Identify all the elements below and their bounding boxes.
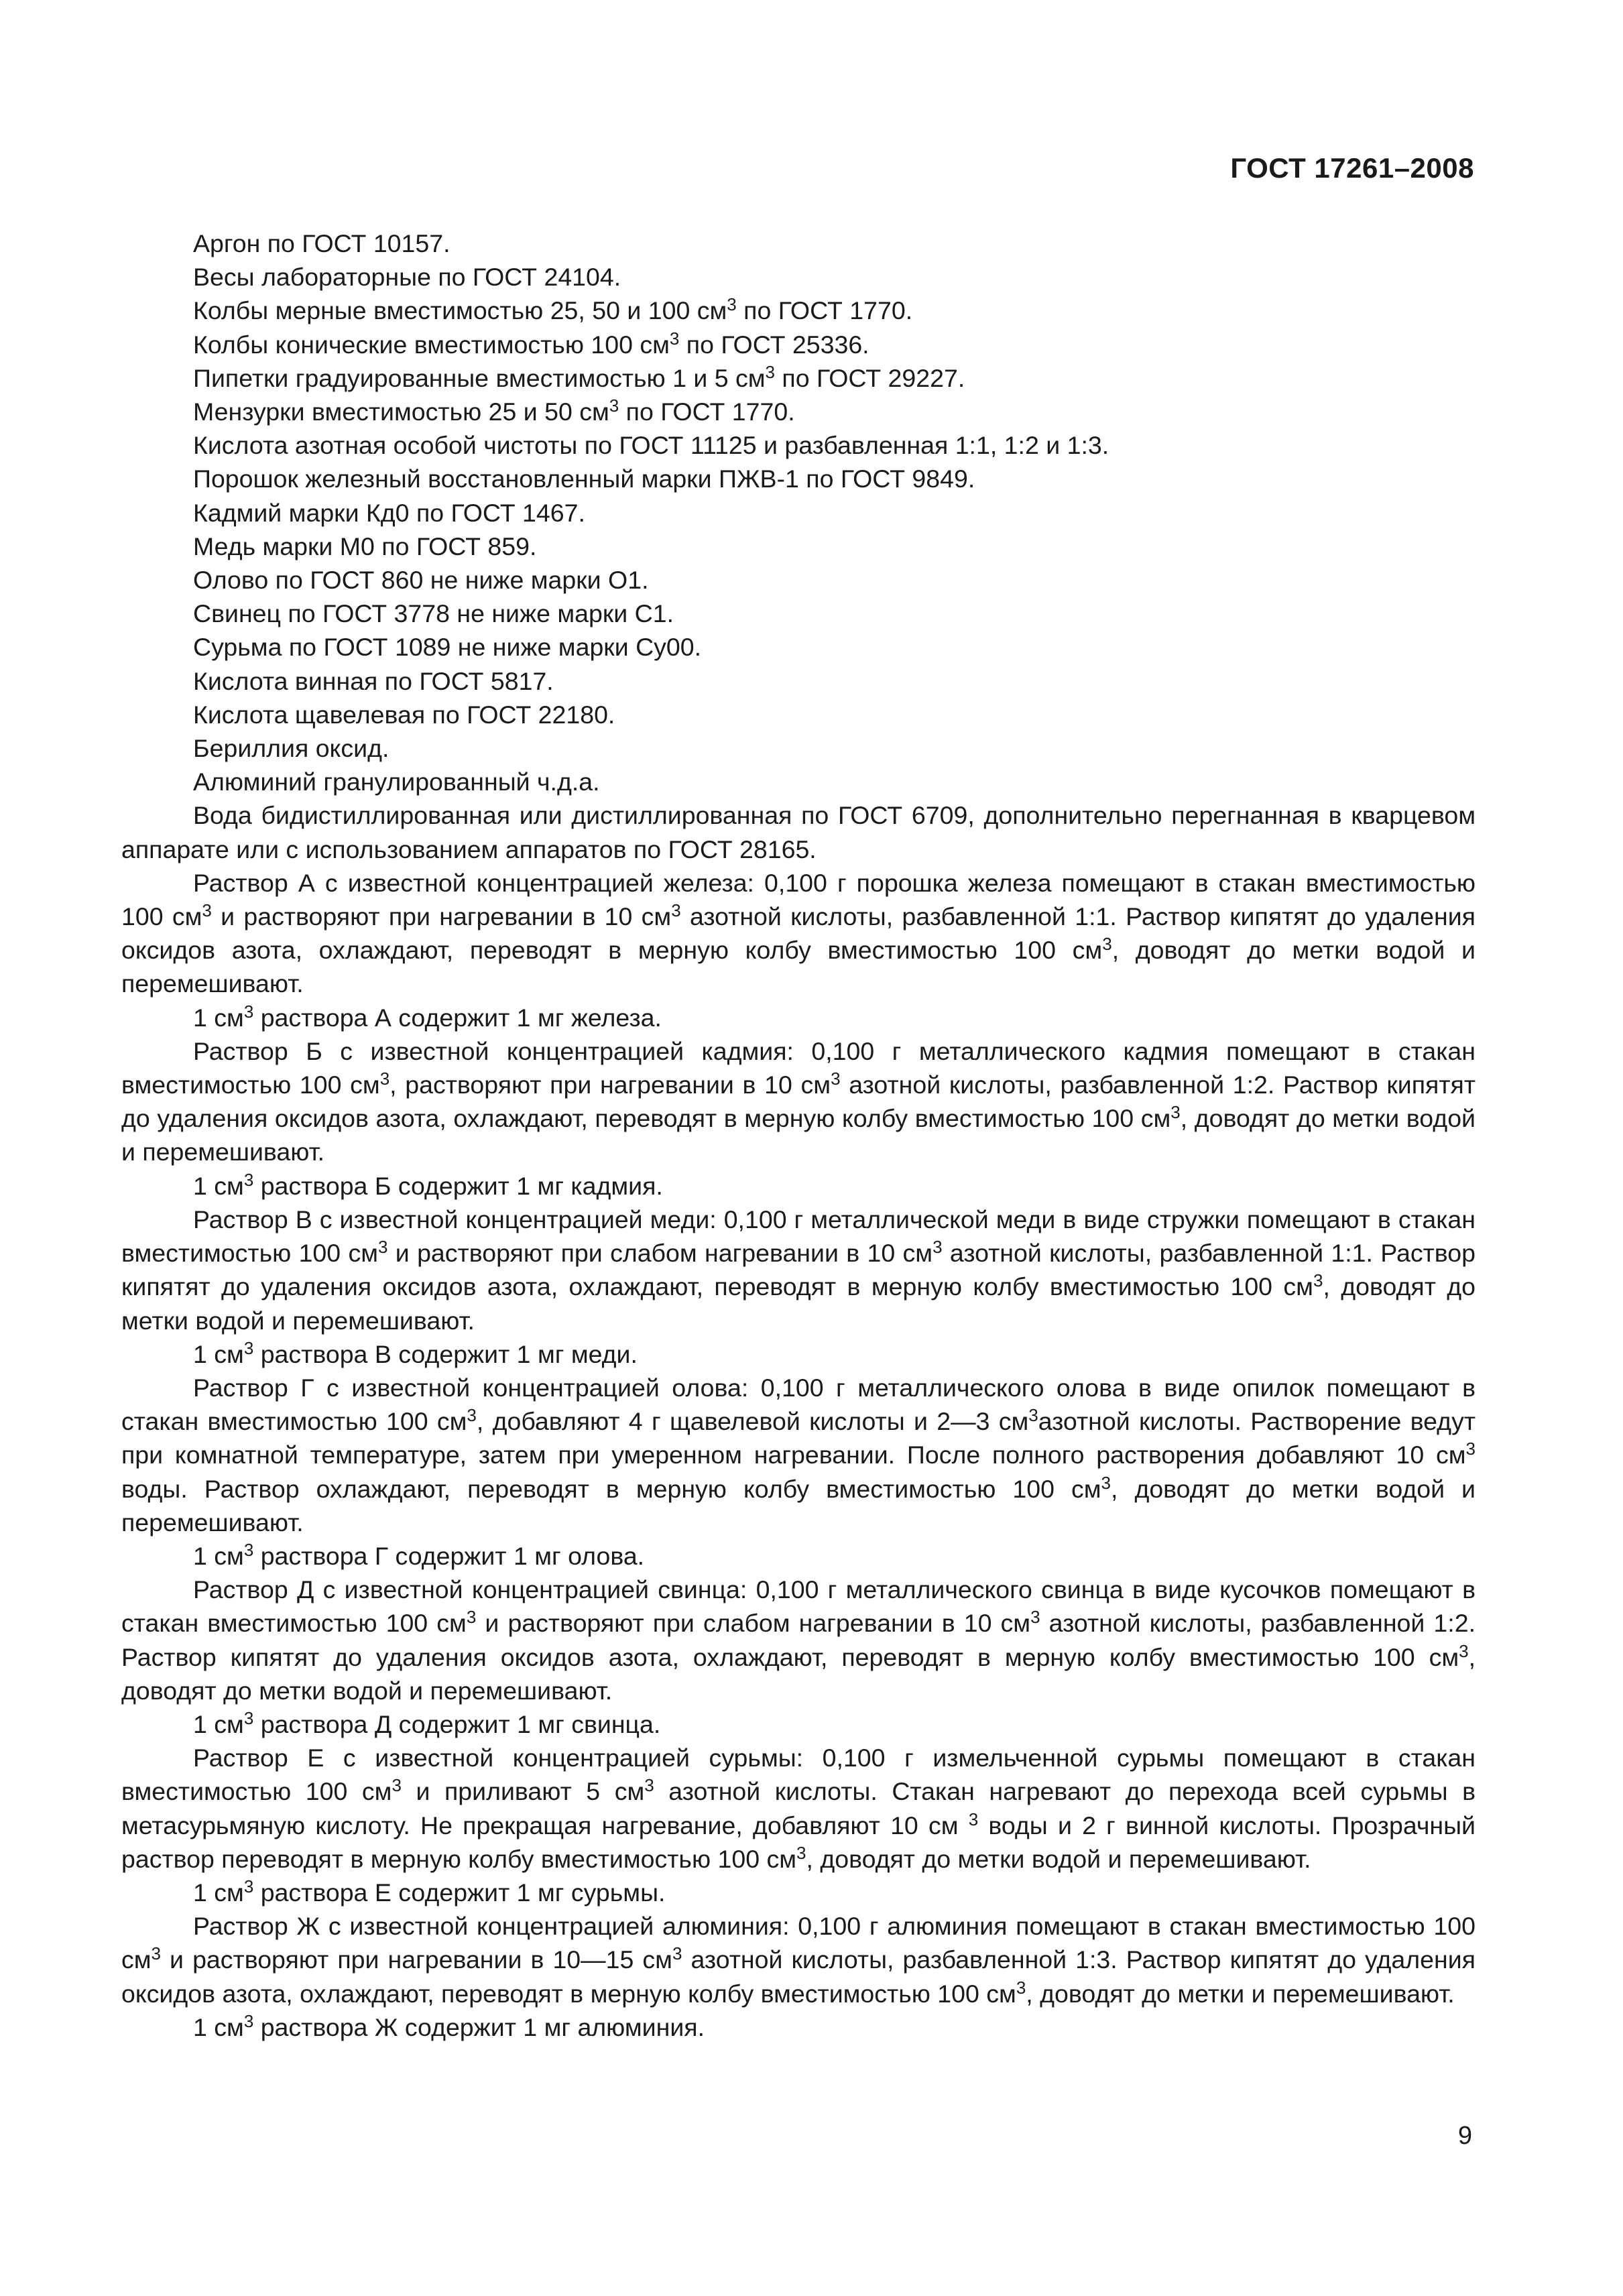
reagent-list-item: Кадмий марки Кд0 по ГОСТ 1467. [193,498,585,527]
document-body [121,227,1476,2044]
reagent-list-item: Кислота щавелевая по ГОСТ 22180. [193,700,615,729]
procedure-paragraph: Раствор В с известной концентрацией меди: 0,100 г металлической меди в виде стружки помещают в стакан вместимостью 100 $см^3$ и растворяют при слабом нагревании в 10 $см^3$ азотной кислоты, разбавленной 1:1. Раствор кипятят до удаления оксидов азота, охлаждают, переводят в мерную колбу вместимостью 100 $см^3$, доводят до метки водой и перемешивают. [121,1205,1476,1335]
reagent-list-item: Колбы мерные вместимостью 25, 50 и 100 $см^3$ по ГОСТ 1770. [193,294,913,325]
concentration-note: 1 $см^3$ раствора Ж содержит 1 мг алюминия. [193,2010,705,2041]
reagent-list-item: Пипетки градуированные вместимостью 1 и 5 $см^3$ по ГОСТ 29227. [193,361,965,392]
reagent-list-item: Свинец по ГОСТ 3778 не ниже марки С1. [193,599,674,628]
reagent-list-item: Порошок железный восстановленный марки ПЖВ-1 по ГОСТ 9849. [193,465,975,493]
reagent-list [121,227,1476,798]
procedure-paragraph: Вода бидистиллированная или дистиллированная по ГОСТ 6709, дополнительно перегнанная в кварцевом аппарате или с использованием аппаратов по ГОСТ 28165. [121,801,1476,863]
reagent-list-item: Весы лабораторные по ГОСТ 24104. [193,263,621,292]
procedure-paragraph: Раствор А с известной концентрацией железа: 0,100 г порошка железа помещают в стакан вместимостью 100 $см^3$ и растворяют при нагревании в 10 $см^3$ азотной кислоты, разбавленной 1:1. Раствор кипятят до удаления оксидов азота, охлаждают, переводят в мерную колбу вместимостью 100 $см^3$, доводят до метки водой и перемешивают. [121,868,1476,998]
procedure-paragraph: Раствор Г с известной концентрацией олова: 0,100 г металлического олова в виде опилок помещают в стакан вместимостью 100 $см^3$, добавляют 4 г щавелевой кислоты и 2—3 $см^3азотной$ кислоты. Растворение ведут при комнатной температуре, затем при умеренном нагревании. После полного растворения добавляют 10 $см^3$ воды. Раствор охлаждают, переводят в мерную колбу вместимостью 100 $см^3$, доводят до метки водой и перемешивают. [121,1373,1476,1536]
reagent-list-item: Алюминий гранулированный ч.д.а. [193,768,600,796]
reagent-list-item: Аргон по ГОСТ 10157. [193,229,450,257]
reagent-list-item: Бериллия оксид. [193,734,389,763]
reagent-list-item: Кислота винная по ГОСТ 5817. [193,666,554,695]
reagent-list-item: Олово по ГОСТ 860 не ниже марки О1. [193,566,649,595]
reagent-list-item: Колбы конические вместимостью 100 $см^3$ по ГОСТ 25336. [193,328,869,359]
procedure-paragraph: Раствор Д с известной концентрацией свинца: 0,100 г металлического свинца в виде кусочков помещают в стакан вместимостью 100 $см^3$ и растворяют при слабом нагревании в 10 $см^3$ азотной кислоты, разбавленной 1:2. Раствор кипятят до удаления оксидов азота, охлаждают, переводят в мерную колбу вместимостью 100 $см^3$, доводят до метки водой и перемешивают. [121,1575,1476,1705]
procedure-paragraph: Раствор Е с известной концентрацией сурьмы: 0,100 г измельченной сурьмы помещают в стакан вместимостью 100 $см^3$ и приливают 5 $см^3$ азотной кислоты. Стакан нагревают до перехода всей сурьмы в метасурьмяную кислоту. Не прекращая нагревание, добавляют 10 см $^3$ воды и 2 г винной кислоты. Прозрачный раствор переводят в мерную колбу вместимостью 100 $см^3$, доводят до метки водой и перемешивают. [121,1744,1476,1873]
reagent-list-item: Мензурки вместимостью 25 и 50 $см^3$ по ГОСТ 1770. [193,396,795,426]
reagent-list-item: Кислота азотная особой чистоты по ГОСТ 11125 и разбавленная 1:1, 1:2 и 1:3. [193,431,1109,460]
reagent-list-item: Медь марки М0 по ГОСТ 859. [193,532,537,560]
concentration-note: 1 $см^3$ раствора Б содержит 1 мг кадмия. [193,1169,663,1200]
concentration-note: 1 $см^3$ раствора Д содержит 1 мг свинца. [193,1707,661,1738]
procedure-text [121,798,1476,2044]
document-code-header: ГОСТ 17261–2008 [1230,152,1474,184]
procedure-paragraph: Раствор Ж с известной концентрацией алюминия: 0,100 г алюминия помещают в стакан вместимостью 100 $см^3$ и растворяют при нагревании в 10—15 $см^3$ азотной кислоты, разбавленной 1:3. Раствор кипятят до удаления оксидов азота, охлаждают, переводят в мерную колбу вместимостью 100 $см^3$, доводят до метки и перемешивают. [121,1912,1476,2008]
concentration-note: 1 $см^3$ раствора Е содержит 1 мг сурьмы. [193,1876,666,1907]
concentration-note: 1 $см^3$ раствора Г содержит 1 мг олова. [193,1539,645,1570]
concentration-note: 1 $см^3$ раствора В содержит 1 мг меди. [193,1337,638,1368]
procedure-paragraph: Раствор Б с известной концентрацией кадмия: 0,100 г металлического кадмия помещают в стакан вместимостью 100 $см^3$, растворяют при нагревании в 10 $см^3$ азотной кислоты, разбавленной 1:2. Раствор кипятят до удаления оксидов азота, охлаждают, переводят в мерную колбу вместимостью 100 $см^3$, доводят до метки водой и перемешивают. [121,1036,1476,1166]
reagent-list-item: Сурьма по ГОСТ 1089 не ниже марки Су00. [193,633,702,662]
concentration-note: 1 $см^3$ раствора А содержит 1 мг железа. [193,1001,662,1032]
page-number: 9 [1457,2122,1472,2150]
